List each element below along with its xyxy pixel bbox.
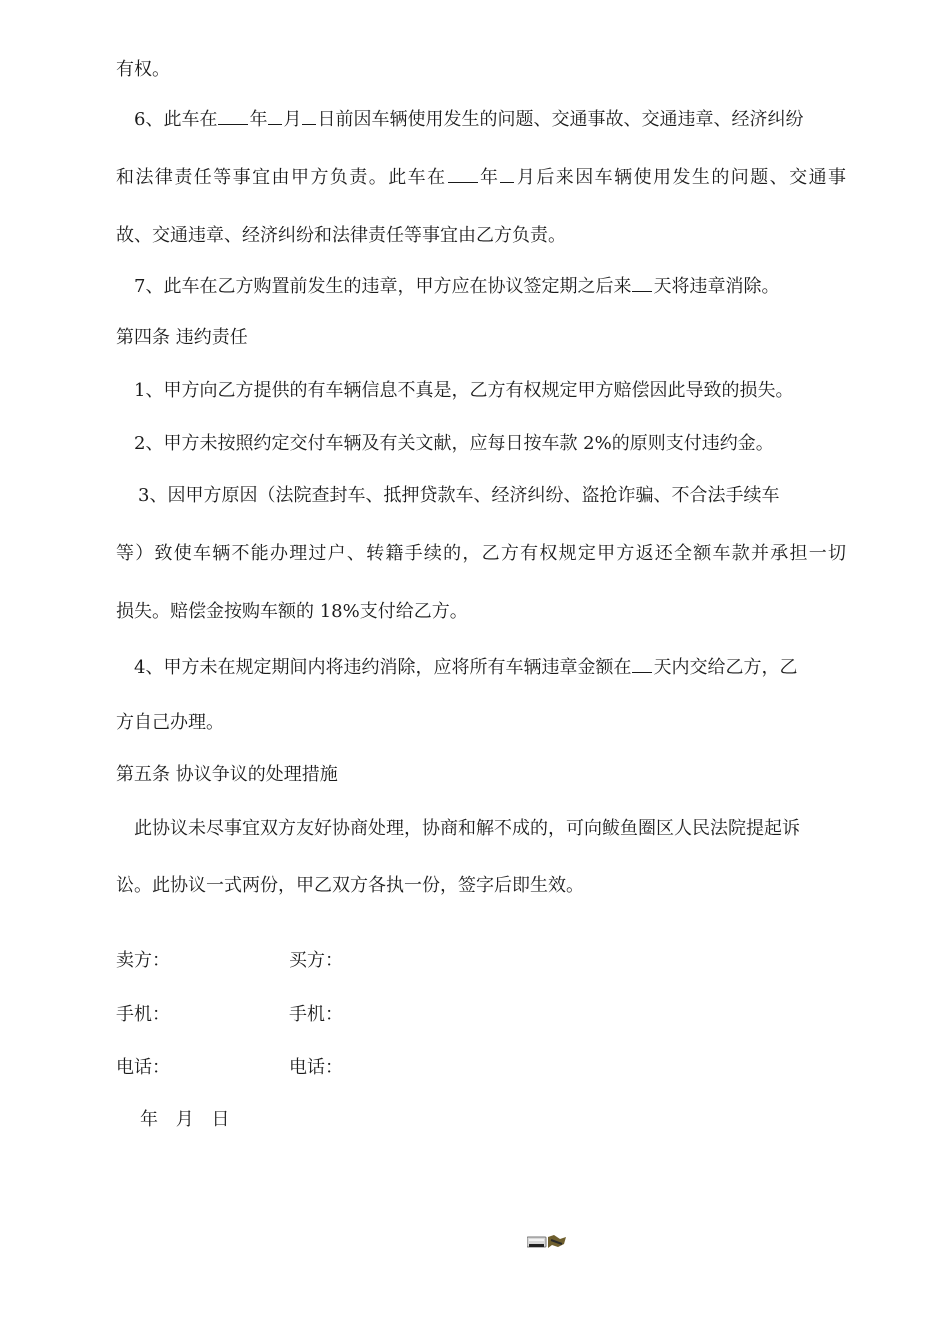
section-heading-article-4: 第四条 违约责任 [116, 327, 248, 348]
article-4-clause-1: 1、甲方向乙方提供的有车辆信息不真是，乙方有权规定甲方赔偿因此导致的损失。 [134, 380, 794, 401]
paragraph-line: 有权。 [116, 59, 170, 80]
blank-day [302, 106, 316, 125]
article-4-clause-2: 2、甲方未按照约定交付车辆及有关文献，应每日按车款 2%的原则支付违约金。 [134, 433, 774, 454]
buyer-label: 买方： [289, 950, 343, 971]
article-4-clause-3: 3、因甲方原因（法院查封车、抵押贷款车、经济纠纷、盗抢诈骗、不合法手续车 [138, 485, 780, 506]
blank-month [500, 164, 514, 183]
blank-month [268, 106, 282, 125]
date-label: 年 月 日 [140, 1109, 231, 1130]
blank-days [632, 654, 652, 673]
clause-6-line-2: 和法律责任等事宜由甲方负责。此车在 年 月后来因车辆使用发生的问题、交通事 [116, 164, 846, 190]
blank-year [218, 106, 248, 125]
seller-phone-label: 电话： [116, 1057, 170, 1078]
article-4-clause-4: 4、甲方未在规定期间内将违约消除，应将所有车辆违章金额在 天内交给乙方，乙 [134, 654, 846, 680]
article-5-paragraph-line-2: 讼。此协议一式两份，甲乙双方各执一份，签字后即生效。 [116, 875, 584, 896]
clause-6-line: 6、此车在 年 月 日前因车辆使用发生的问题、交通事故、交通违章、经济纠纷 [134, 106, 846, 132]
blank-days [632, 273, 652, 292]
article-4-clause-3-line-2: 等）致使车辆不能办理过户、转籍手续的，乙方有权规定甲方返还全额车款并承担一切 [116, 543, 846, 564]
stamp-logo-icon [527, 1234, 567, 1250]
article-4-clause-4-line-2: 方自己办理。 [116, 712, 224, 733]
buyer-mobile-label: 手机： [289, 1004, 343, 1025]
blank-year [448, 164, 478, 183]
seller-label: 卖方： [116, 950, 170, 971]
section-heading-article-5: 第五条 协议争议的处理措施 [116, 764, 338, 785]
buyer-phone-label: 电话： [289, 1057, 343, 1078]
article-4-clause-3-line-3: 损失。赔偿金按购车额的 18%支付给乙方。 [116, 601, 468, 622]
seller-mobile-label: 手机： [116, 1004, 170, 1025]
article-5-paragraph: 此协议未尽事宜双方友好协商处理，协商和解不成的，可向鲅鱼圈区人民法院提起诉 [134, 818, 800, 839]
clause-6-line-3: 故、交通违章、经济纠纷和法律责任等事宜由乙方负责。 [116, 225, 566, 246]
clause-7-line: 7、此车在乙方购置前发生的违章，甲方应在协议签定期之后来 天将违章消除。 [134, 273, 779, 299]
